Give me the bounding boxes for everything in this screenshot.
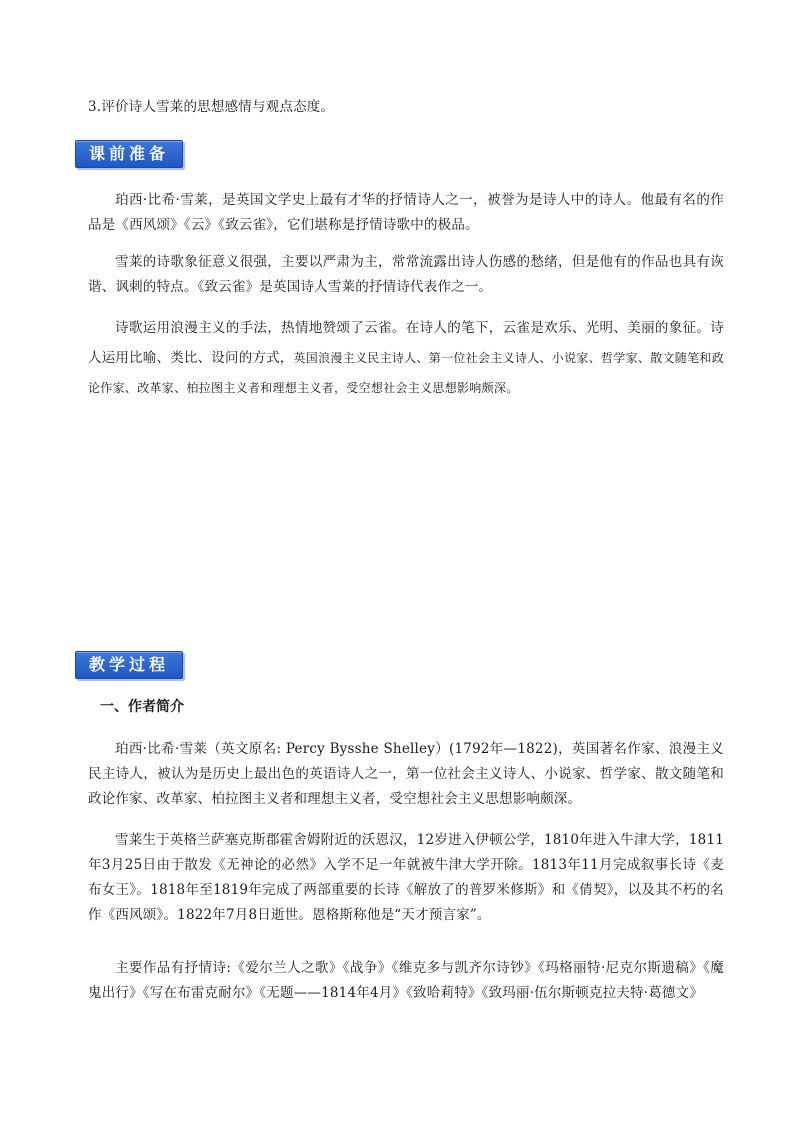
section-badge-teaching-process: 教学过程 xyxy=(75,651,183,679)
objective-line: 3.评价诗人雪莱的思想感情与观点态度。 xyxy=(88,99,335,115)
author-paragraph-2: 雪莱生于英格兰萨塞克斯郡霍舍姆附近的沃恩汉，12岁进入伊顿公学，1810年进入牛津大学，1811年3月25日由于散发《无神论的必然》入学不足一年就被牛津大学开除。1813年11月完成叙事长诗《麦布女王》。1818年至1819年完成了两部重要的长诗《解放了的普罗米修斯》和《倩契》，以及其不朽的名作《西风颂》。1822年7月8日逝世。恩格斯称他是“天才预言家”。 xyxy=(88,832,724,923)
pre-class-paragraph-2: 雪莱的诗歌象征意义很强，主要以严肃为主，常常流露出诗人伤感的愁绪，但是他有的作品也具有诙谐、讽刺的特点。《致云雀》是英国诗人雪莱的抒情诗代表作之一。 xyxy=(88,254,724,295)
author-paragraph-1: 珀西·比希·雪莱（英文原名: Percy Bysshe Shelley）(1792年—1822)，英国著名作家、浪漫主义民主诗人，被认为是历史上最出色的英语诗人之一，第一位社会主义诗人、小说家、哲学家、散文随笔和政论作家、改革家、柏拉图主义者和理想主义者，受空想社会主义思想影响颇深。 xyxy=(88,741,724,807)
section-badge-pre-class: 课前准备 xyxy=(75,140,183,168)
heading-author-intro: 一、作者简介 xyxy=(100,699,184,715)
pre-class-paragraph-1: 珀西·比希·雪莱，是英国文学史上最有才华的抒情诗人之一，被誉为是诗人中的诗人。他最有名的作品是《西风颂》《云》《致云雀》，它们堪称是抒情诗歌中的极品。 xyxy=(88,192,724,233)
pre-class-paragraph-3-main: 诗歌运用浪漫主义的手法，热情地赞颂了云雀。在诗人的笔下，云雀是欢乐、光明、美丽的象征。诗人运用比喻、类比、设问的方式， xyxy=(88,320,724,366)
pre-class-paragraph-3 xyxy=(88,313,724,403)
author-paragraph-3: 主要作品有抒情诗:《爱尔兰人之歌》《战争》《维克多与凯齐尔诗钞》《玛格丽特·尼克尔斯遗稿》《魔鬼出行》《写在布雷克耐尔》《无题——1814年4月》《致哈莉特》《致玛丽·伍尔斯顿克拉夫特·葛德文》 xyxy=(88,960,724,1001)
pre-class-paragraph-3-insert: 英国浪漫主义民主诗人、第一位社会主义诗人、小说家、哲学家、散文随笔和政论作家、改革家、柏拉图主义者和理想主义者，受空想社会主义思想影响颇深。 xyxy=(88,351,725,395)
